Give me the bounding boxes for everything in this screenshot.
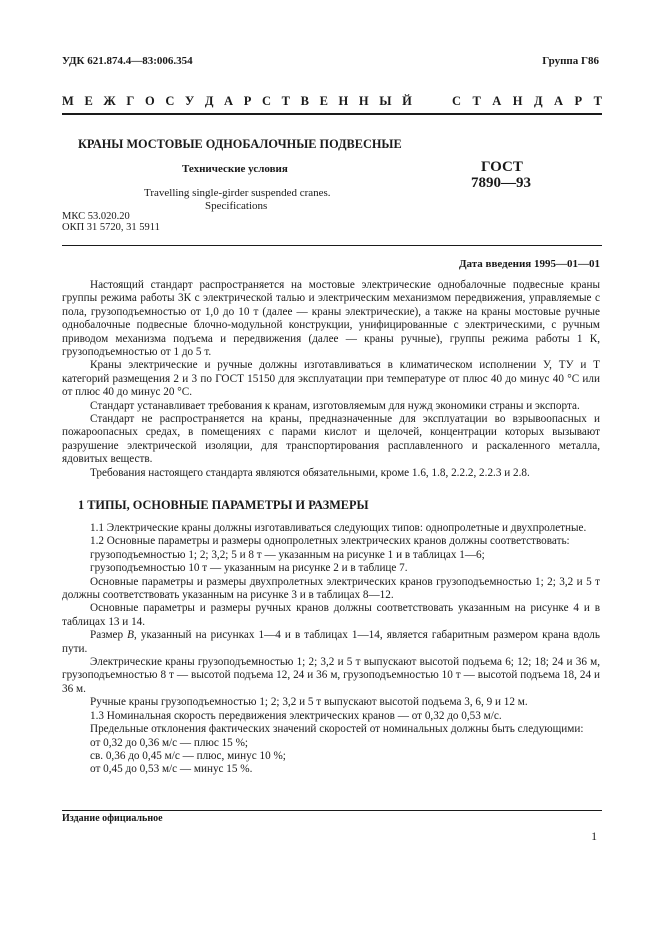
group-code: Группа Г86 xyxy=(542,55,599,67)
section-paragraph: Ручные краны грузоподъемностью 1; 2; 3,2 и 5 т выпускают высотой подъема 3, 6, 9 и 12 м. xyxy=(90,696,528,709)
official-edition: Издание официальное xyxy=(62,813,163,824)
intro-paragraph: Требования настоящего стандарта являются обязательными, кроме 1.6, 1.8, 2.2.2, 2.2.3 и 2.8. xyxy=(90,466,530,479)
banner-letter: С xyxy=(452,94,462,108)
intro-paragraph: Настоящий стандарт распространяется на мостовые электрические однобалочные подвесные краны группы режима работы 3К с электрической талью и электрическим механизмом передвижения, управляемые с пола, грузоподъемностью от 1,0 до 10 т (далее — краны электрические), а также на краны мостовые ручные однобалочные подвесные блочно-модульной конструкции, унифицированные с электрическими, с ручным приводом механизма подъема и передвижения (далее — краны ручные), группы режима работы 1 К, грузоподъемностью от 1 до 5 т. xyxy=(62,279,600,359)
section-paragraph: грузоподъемностью 1; 2; 3,2; 5 и 8 т — указанным на рисунке 1 и в таблицах 1—6; xyxy=(90,548,485,561)
intro-paragraph: Стандарт устанавливает требования к кранам, изготовляемым для нужд экономики страны и экспорта. xyxy=(90,399,580,412)
banner-letter: Р xyxy=(574,94,583,108)
banner-letter: Д xyxy=(204,94,214,108)
document-subtitle: Технические условия xyxy=(182,163,288,175)
size-b-symbol: B xyxy=(127,629,134,642)
section-paragraph: 1.1 Электрические краны должны изготавливаться следующих типов: однопролетные и двухпролетные. xyxy=(90,522,587,534)
intro-paragraph: Краны электрические и ручные должны изготавливаться в климатическом исполнении У, ТУ и Т категорий размещения 2 и 3 по ГОСТ 15150 для эксплуатации при температуре от плюс 40 до минус 40 °С или от плюс 40 до минус 20 °С. xyxy=(62,359,600,399)
english-title-line-1: Travelling single-girder suspended cranes. xyxy=(144,187,331,199)
section-paragraph: Основные параметры и размеры ручных кранов должны соответствовать указанным на рисунке 4 и в таблицах 13 и 14. xyxy=(62,602,600,628)
footer-rule xyxy=(62,810,602,811)
intro-text xyxy=(62,279,600,480)
english-title-line-2: Specifications xyxy=(205,200,268,212)
section-paragraph: грузоподъемностью 10 т — указанным на рисунке 2 и в таблице 7. xyxy=(90,562,408,575)
banner-letter: Р xyxy=(243,94,252,108)
banner-letter: Т xyxy=(472,94,481,108)
banner-letter: Т xyxy=(593,94,602,108)
okp-code: ОКП 31 5720, 31 5911 xyxy=(62,222,160,233)
banner-letter: Н xyxy=(512,94,523,108)
banner-letter: У xyxy=(185,94,195,108)
banner-letter: Н xyxy=(338,94,349,108)
section-paragraph: 1.3 Номинальная скорость передвижения электрических кранов — от 0,32 до 0,53 м/с. xyxy=(90,709,502,722)
banner-letter: А xyxy=(492,94,502,108)
section-paragraph: Основные параметры и размеры двухпролетных электрических кранов грузоподъемностью 1; 2; 3,2 и 5 т должны соответствовать указанным на рисунке 3 и в таблицах 8—12. xyxy=(62,575,600,602)
gost-label: ГОСТ xyxy=(481,159,523,175)
banner-letter: Е xyxy=(319,94,328,108)
intro-paragraph: Стандарт не распространяется на краны, предназначенные для эксплуатации во взрывоопасных и пожароопасных средах, в помещениях с парами кислот и щелочей, концентрации которых вызывают разрушение электрической изоляции, для транспортирования расплавленного и раскаленного металла, ядовитых веществ. xyxy=(62,413,600,466)
mks-code: МКС 53.020.20 xyxy=(62,211,130,222)
section-paragraph: от 0,32 до 0,36 м/с — плюс 15 %; xyxy=(90,736,249,749)
document-title: КРАНЫ МОСТОВЫЕ ОДНОБАЛОЧНЫЕ ПОДВЕСНЫЕ xyxy=(78,137,402,151)
section-paragraph: от 0,45 до 0,53 м/с — минус 15 %. xyxy=(90,763,253,776)
page-number: 1 xyxy=(591,831,597,843)
section-paragraph: Электрические краны грузоподъемностью 1; 2; 3,2 и 5 т выпускают высотой подъема 6; 12; 18; 24 и 36 м, грузоподъемностью 8 т — высотой подъема 12, 24 и 36 м, грузоподъемностью 10 т — высотой подъема 18, 24 и 36 м. xyxy=(62,656,600,695)
udk-code: УДК 621.874.4—83:006.354 xyxy=(62,55,193,67)
banner-letter: Ы xyxy=(379,94,392,108)
banner-letter: А xyxy=(554,94,564,108)
banner-letter: Г xyxy=(126,94,135,108)
banner-letter: С xyxy=(165,94,175,108)
banner-letter: Ж xyxy=(103,94,116,108)
banner-letter: В xyxy=(300,94,309,108)
gost-number: 7890—93 xyxy=(471,175,531,191)
banner-letter: Й xyxy=(402,94,412,108)
section-paragraph: Предельные отклонения фактических значений скоростей от номинальных должны быть следующими: xyxy=(90,723,584,736)
banner-letter: Д xyxy=(533,94,543,108)
section-paragraph: 1.2 Основные параметры и размеры однопролетных электрических кранов должны соответствовать: xyxy=(90,535,570,548)
section-1-heading: 1 ТИПЫ, ОСНОВНЫЕ ПАРАМЕТРЫ И РАЗМЕРЫ xyxy=(78,498,369,512)
section-paragraph: Размер B, указанный на рисунках 1—4 и в таблицах 1—14, является габаритным размером крана вдоль пути. xyxy=(62,629,600,655)
banner-rule xyxy=(62,113,602,115)
banner-letter: Н xyxy=(358,94,369,108)
standard-banner xyxy=(62,94,602,109)
section-paragraph: св. 0,36 до 0,45 м/с — плюс, минус 10 %; xyxy=(90,749,286,762)
banner-word-standard xyxy=(452,94,602,109)
title-rule xyxy=(62,245,602,246)
banner-letter: С xyxy=(261,94,271,108)
section-1-text xyxy=(62,522,600,777)
intro-date: Дата введения 1995—01—01 xyxy=(458,258,600,270)
banner-letter: Т xyxy=(281,94,290,108)
banner-letter: Е xyxy=(84,94,93,108)
banner-word-interstate xyxy=(62,94,412,109)
banner-letter: А xyxy=(224,94,234,108)
banner-letter: О xyxy=(144,94,155,108)
banner-letter: М xyxy=(62,94,74,108)
